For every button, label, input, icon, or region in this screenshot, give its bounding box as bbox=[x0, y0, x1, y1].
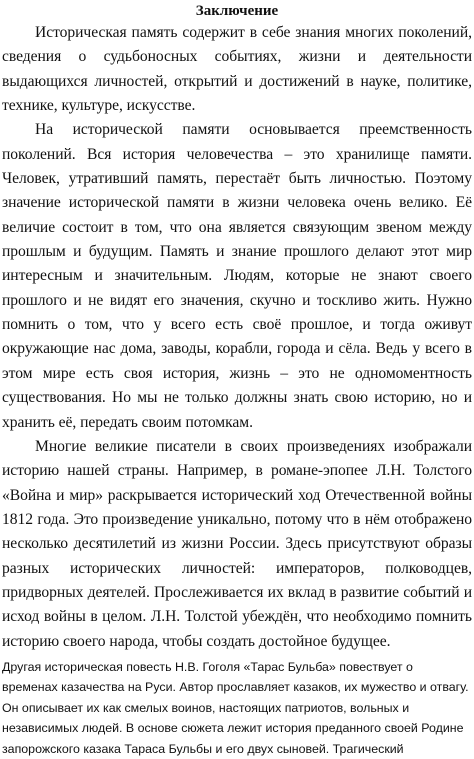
paragraph-taras-bulba: Другая историческая повесть Н.В. Гоголя «Тарас Бульба» повествует о временах казачества на Руси. Автор прославляет казаков, их мужество и отвагу. Он описывает их как смелых воинов, настоящих патриотов, вольных и независимых людей. В основе сюжета лежит история преданного своей Родине запорожского казака Тараса Бульбы и его двух сыновей. Трагический bbox=[2, 659, 469, 756]
document-title: Заключение bbox=[195, 3, 279, 19]
paragraph-continuity-of-generations: На исторической памяти основывается преемственность поколений. Вся история человечества – это хранилище памяти. Человек, утративший память, перестаёт быть личностью. Поэтому значение исторической памяти в жизни человека очень велико. Её величие состоит в том, что она является связующим звеном между прошлым и будущим. Память и знание прошлого делают этот мир интересным и значительным. Людям, которые не знают своего прошлого и не видят его значения, скучно и тоскливо жить. Нужно помнить о том, что у всего есть своё прошлое, и тогда оживут окружающие нас дома, заводы, корабли, города и сёла. Ведь у всего в этом мире есть своя история, жизнь – это не одномоментность существования. Но мы не только должны знать свою историю, но и хранить её, передать своим потомкам. bbox=[2, 121, 472, 431]
paragraph-great-writers: Многие великие писатели в своих произведениях изображали историю нашей страны. Например, в романе-эпопее Л.Н. Толстого «Война и мир» раскрывается исторический ход Отечественной войны 1812 года. Это произведение уникально, потому что в нём отображено несколько десятилетий из жизни России. Здесь присутствуют образы разных исторических личностей: императоров, полководцев, придворных деятелей. Прослеживается их вклад в развитие событий и исход войны в целом. Л.Н. Толстой убеждён, что необходимо помнить историю своего народа, чтобы создать достойное будущее. bbox=[2, 437, 472, 650]
paragraph-historical-memory: Историческая память содержит в себе знания многих поколений, сведения о судьбоносных событиях, жизни и деятельности выдающихся личностей, открытий и достижений в науке, политике, технике, культуре, искусстве. bbox=[2, 24, 472, 115]
